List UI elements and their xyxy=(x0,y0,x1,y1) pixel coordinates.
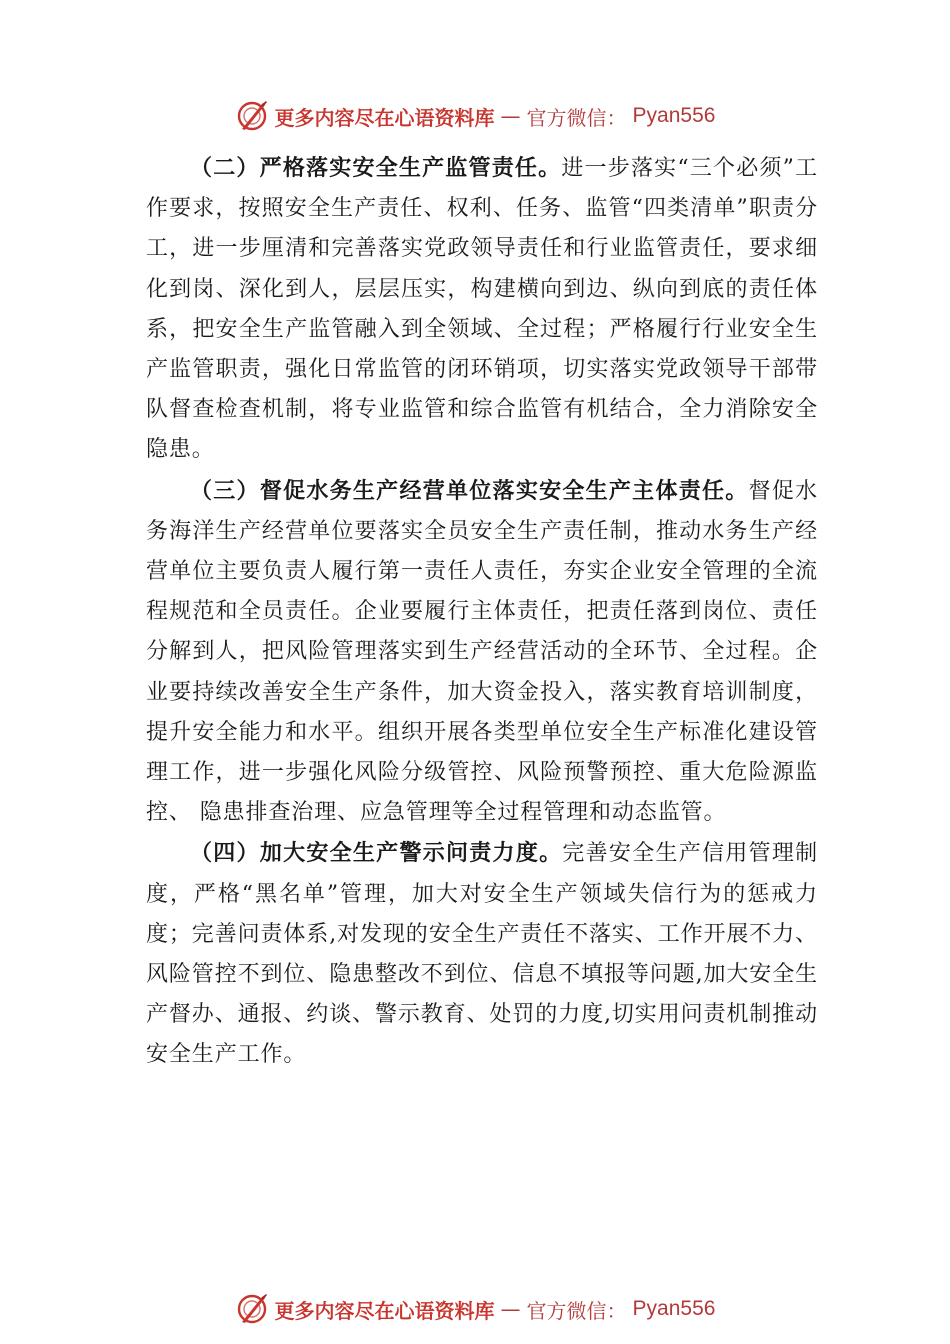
watermark-separator: — xyxy=(500,104,521,128)
section-text: 进一步落实“三个必须”工作要求，按照安全生产责任、权利、任务、监管“四类清单”职责分工，进一步厘清和完善落实党政领导责任和行业监管责任，要求细化到岗、深化到人，层层压实，构建横向到边、纵向到底的责任体系，把安全生产监管融入到全领域、全过程；严格履行行业安全生产监管职责，强化日常监管的闭环销项，切实落实党政领导干部带队督查检查机制，将专业监管和综合监管有机结合，全力消除安全隐患。 xyxy=(146,156,819,463)
watermark-brand: 更多内容尽在心语资料库 xyxy=(274,1298,495,1323)
footer-watermark xyxy=(0,1289,950,1329)
quill-pen-seal-icon xyxy=(235,1292,269,1326)
watermark-brand: 更多内容尽在心语资料库 xyxy=(274,105,495,130)
watermark-separator: — xyxy=(500,1297,521,1321)
section-text: 完善安全生产信用管理制度，严格“黑名单”管理，加大对安全生产领域失信行为的惩戒力度；完善问责体系,对发现的安全生产责任不落实、工作开展不力、风险管控不到位、隐患整改不到位、信息不填报等问题,加大安全生产督办、通报、约谈、警示教育、处罚的力度,切实用问责机制推动安全生产工作。 xyxy=(146,841,819,1068)
section-paragraph xyxy=(146,833,818,1075)
header-watermark xyxy=(0,96,950,136)
watermark-label: 官方微信： xyxy=(526,105,627,130)
watermark-wechat-id: Pyan556 xyxy=(632,1297,716,1320)
quill-pen-seal-icon xyxy=(235,99,269,133)
section-heading: （三）督促水务生产经营单位落实安全生产主体责任。 xyxy=(190,477,749,504)
section-heading: （四）加大安全生产警示问责力度。 xyxy=(190,840,563,867)
document-body xyxy=(146,148,818,1076)
section-paragraph xyxy=(146,471,818,834)
section-heading: （二）严格落实安全生产监管责任。 xyxy=(190,155,562,181)
section-paragraph xyxy=(146,148,818,471)
watermark-wechat-id: Pyan556 xyxy=(632,104,716,127)
watermark-label: 官方微信： xyxy=(526,1298,627,1323)
section-text: 督促水务海洋生产经营单位要落实全员安全生产责任制，推动水务生产经营单位主要负责人履行第一责任人责任，夯实企业安全管理的全流程规范和全员责任。企业要履行主体责任，把责任落到岗位、责任分解到人，把风险管理落实到生产经营活动的全环节、全过程。企业要持续改善安全生产条件，加大资金投入，落实教育培训制度，提升安全能力和水平。组织开展各类型单位安全生产标准化建设管理工作，进一步强化风险分级管控、风险预警预控、重大危险源监控、 隐患排查治理、应急管理等全过程管理和动态监管。 xyxy=(146,478,818,826)
